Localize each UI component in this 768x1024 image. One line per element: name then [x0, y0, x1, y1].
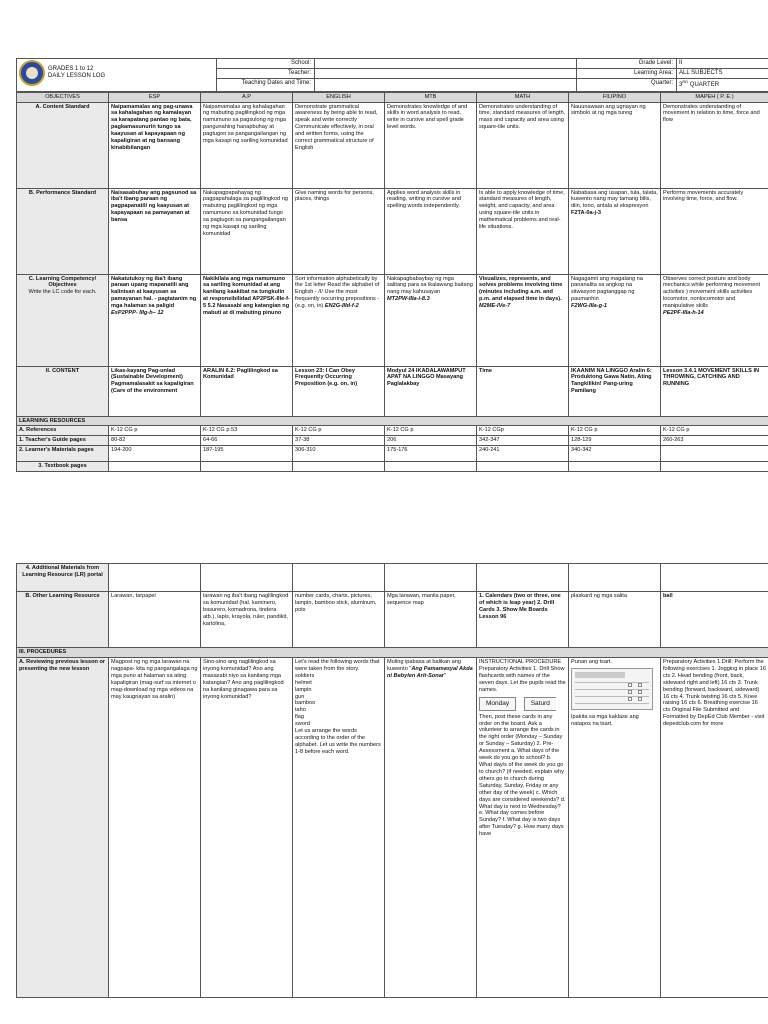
content-english: Lesson 23: I Can Obey Frequently Occurring Preposition (e.g. on, in) — [293, 366, 385, 416]
content-label: II. CONTENT — [17, 366, 109, 416]
deped-header — [17, 59, 217, 92]
content-standard-label: A. Content Standard — [17, 102, 109, 188]
chart-image — [571, 668, 653, 710]
story-title: Ang Pamamasyal Akda ni Bebylen Arit-Sonar — [387, 665, 473, 679]
learning-area-value: ALL SUBJECTS — [677, 69, 768, 79]
reviewing-math: INSTRUCTIONAL PROCEDURE Preparatory Activities 1. Drill Show flashcards with names of the seven days. Let the pupils read the names. Monday Saturd Then, post these cards in any order on the board. Ask a volunteer to arrange the cards in the right order (Monday – Sunday or Sunday – Saturday) 2. Pre-Assessment a. What days of the week do you go to school? b. What day/s of the week do you go to church? (if needed, explain why others go to church during Saturday, Sunday, Friday or any other day of the week) c. Which days are considered weekends? d. What day is next to Wednesday? e. What day comes before Sunday? f. What day is two days after Tuesday? g. How many days have — [477, 657, 569, 997]
subject-esp: ESP — [109, 92, 201, 102]
competency-label-cell — [17, 274, 109, 366]
learners-materials-english: 306-310 — [293, 446, 385, 462]
list-item: helmet — [295, 679, 312, 686]
teachers-guide-mapeh: 260-263 — [661, 436, 768, 446]
learners-materials-esp: 194-200 — [109, 446, 201, 462]
content-standard-mapeh: Demonstrates understanding of movement in relation to time, force and flow — [661, 102, 768, 188]
performance-standard-esp: Naisasabuhay ang pagsunod sa iba't ibang paraan ng pagpapanatili ng kaayusan at kapayapaan sa pamayanan at bansa — [109, 188, 201, 274]
list-item: taho — [295, 707, 306, 714]
teacher-value — [315, 69, 577, 79]
additional-filipino — [569, 564, 661, 592]
reviewing-ap: Sino-sino ang naglilingkod sa inyong komunidad? Ano ang masasabi niyo sa kanilang mga katangian? Ano ang paglilingkod na kanilang ginagawa para sa inyong komunidad? — [201, 657, 293, 997]
teachers-guide-filipino: 128-129 — [569, 436, 661, 446]
deped-seal-icon — [19, 60, 45, 86]
grades-label: GRADES 1 to 12 — [48, 65, 94, 72]
write-lc-note: Write the LC code for each. — [28, 289, 97, 296]
other-resources-filipino: plaskard ng mga salita — [569, 592, 661, 648]
textbook-ap — [201, 462, 293, 472]
teachers-guide-math: 342-347 — [477, 436, 569, 446]
learners-materials-filipino: 340-342 — [569, 446, 661, 462]
reviewing-filipino: Punan ang tsart. Ipakita sa mga kaklase ang natapos na tsart. — [569, 657, 661, 997]
flashcard-saturday: Saturd — [524, 697, 556, 711]
learners-materials-mapeh — [661, 446, 768, 462]
procedures-label: III. PROCEDURES — [17, 648, 768, 658]
subject-mapeh: MAPEH ( P. E.) — [661, 92, 768, 102]
reviewing-mapeh: Preparatory Activities 1.Drill: Perform the following exercises 1. Jogging in place 16 cts 2. Head bending (front, back, sideward right and left) 16 cts 3. Trunk bending (forward, backward, sideward) 16 cts 4. Trunk twisting 16 cts 5. Knee raising 16 cts 6. Breathing exercise 16 cts Original File Submitted and Formatted by DepEd Club Member - visit depedclub.com for more — [661, 657, 768, 997]
content-standard-mtb: Demonstrates knowledge of and skills in word analysis to read, write in cursive and spell grade level words. — [385, 102, 477, 188]
teachers-guide-esp: 80-82 — [109, 436, 201, 446]
content-filipino: IKAANIM NA LINGGO Aralin 6: Produktong Gawa Natin, Ating Tangkilikin! Pang-uring Pamilang — [569, 366, 661, 416]
references-mtb: K-12 CG p — [385, 426, 477, 436]
competency-filipino-code: F2WG-IIIa-g-1 — [571, 303, 608, 310]
learners-materials-mtb: 175-176 — [385, 446, 477, 462]
additional-ap — [201, 564, 293, 592]
content-math: Time — [477, 366, 569, 416]
content-mapeh: Lesson 3.4.1 MOVEMENT SKILLS IN THROWING, CATCHING AND RUNNING — [661, 366, 768, 416]
grade-level-label: Grade Level: — [577, 59, 677, 69]
school-label: School: — [217, 59, 315, 69]
dates-label: Teaching Dates and Time: — [217, 79, 315, 91]
competency-mapeh-code: PE2PF-IIIa-h-14 — [663, 310, 704, 317]
competency-ap: Nakikilala ang mga namumuno sa sariling komunidad at ang kanilang kaakibat na tungkulin at responsibilidad AP2PSK-IIIe-f-5 5.2 Nasasabi ang katangian ng mabuti at di mabuting pinuno — [201, 274, 293, 366]
textbook-mapeh — [661, 462, 768, 472]
content-standard-english: Demonstrate grammatical awareness by being able to read, speak and write correctly Communicate effectively, in oral and written forms, using the correct grammatical structure of English — [293, 102, 385, 188]
lesson-log-table-1 — [16, 92, 768, 473]
learning-resources-label: LEARNING RESOURCES — [17, 416, 768, 426]
subject-filipino: FILIPINO — [569, 92, 661, 102]
list-item: bamboo — [295, 700, 316, 707]
day-flashcards — [479, 694, 566, 714]
learners-materials-ap: 187-195 — [201, 446, 293, 462]
other-resources-english: number cards, charts, pictures, lampin, bamboo stick, aluminum, pots — [293, 592, 385, 648]
content-standard-math: Demonstrates understanding of time, standard measures of length, mass and capacity and area using square-tile units. — [477, 102, 569, 188]
english-word-list — [295, 673, 382, 728]
content-standard-esp: Naipamamalas ang pag-unawa sa kahalagahan ng kamalayan sa karapatang pantao ng bata, pagkamasunurin tungo sa kaayusan at kapayapaan ng kapaligiran at ng bansang kinabibilangan — [109, 102, 201, 188]
other-resources-mtb: Mga larawan, manila paper, sequence map — [385, 592, 477, 648]
content-ap: ARALIN 6.2: Paglilingkod sa Komunidad — [201, 366, 293, 416]
performance-standard-ap: Nakapagpapahayag ng pagpapahalaga sa paglilingkod ng mabuting paglilingkod ng mga namumuno sa komunidad tungo sa pagtugon sa pangangailangan ng mga kasapi ng sariling komunidad — [201, 188, 293, 274]
textbook-label: 3. Textbook pages — [17, 462, 109, 472]
additional-mapeh — [661, 564, 768, 592]
additional-mtb — [385, 564, 477, 592]
flashcard-monday: Monday — [479, 697, 516, 711]
performance-standard-math: Is able to apply knowledge of time, standard measures of length, weight, and capacity, and area using square-tile units in mathematical problems and real-life situations. — [477, 188, 569, 274]
references-english: K-12 CG p — [293, 426, 385, 436]
content-standard-ap: Naipamamalas ang kahalagahan ng mabuting paglilingkod ng mga namumuno sa pagsulong ng mga pangunahing hanapbuhay at pagtugon sa pangangailangan ng mga kasapi ng sariling komunidad — [201, 102, 293, 188]
references-ap: K-12 CG p.53 — [201, 426, 293, 436]
list-item: flag — [295, 714, 305, 721]
dll-label: DAILY LESSON LOG — [48, 73, 106, 79]
textbook-english — [293, 462, 385, 472]
school-value — [315, 59, 577, 69]
reviewing-mtb: Muling ipabasa at balikan ang kuwento "Ang Pamamasyal Akda ni Bebylen Arit-Sonar" — [385, 657, 477, 997]
teachers-guide-label: 1. Teacher's Guide pages — [17, 436, 109, 446]
list-item: soldiers — [295, 672, 315, 679]
competency-esp: Nakatutukoy ng iba't ibang paraan upang mapanatili ang kalinisan at kaayusan sa pamayanan hal. - pagtatanim ng mga halaman sa paligid EsP2PPP- IIIg-h– 12 — [109, 274, 201, 366]
performance-standard-english: Give naming words for persons, places, things — [293, 188, 385, 274]
quarter-label: Quarter: — [577, 79, 677, 91]
teachers-guide-ap: 64-66 — [201, 436, 293, 446]
subject-mtb: MTB — [385, 92, 477, 102]
competency-english-code: EN2G-IIId-f-2 — [324, 303, 359, 310]
page-top — [16, 58, 768, 472]
additional-materials-label: 4. Additional Materials from Learning Resource (LR) portal — [17, 564, 109, 592]
subject-math: MATH — [477, 92, 569, 102]
subject-english: ENGLISH — [293, 92, 385, 102]
teacher-label: Teacher: — [217, 69, 315, 79]
other-resources-math: 1. Calendars (two or three, one of which is leap year) 2. Drill Cards 3. Show Me Boards Lesson 96 — [477, 592, 569, 648]
content-mtb: Modyul 24 IKADALAWAMPUT APAT NA LINGGO Masayang Paglalakbay — [385, 366, 477, 416]
subject-ap: A.P — [201, 92, 293, 102]
content-esp: Likas-kayang Pag-unlad (Sustainable Development) Pagmamalasakit sa kapaligiran (Care of the environment — [109, 366, 201, 416]
performance-standard-filipino-code: F2TA-0a-j-3 — [571, 210, 602, 217]
dates-value — [315, 79, 577, 91]
references-math: K-12 CGp — [477, 426, 569, 436]
competency-english: Sort information alphabetically by the 1st letter Read the alphabet of English - /I/ Use the most frequently occurring prepositions - (e.g. on, in) EN2G-IIId-f-2 — [293, 274, 385, 366]
competency-label: C. Learning Competency/ Objectives — [28, 275, 97, 289]
learners-materials-math: 240-241 — [477, 446, 569, 462]
competency-mapeh: Observes correct posture and body mechanics while performing movement activities ) movement skills activities locomotor, nonlocomotor and manipulative skills PE2PF-IIIa-h-14 — [661, 274, 768, 366]
textbook-esp — [109, 462, 201, 472]
textbook-filipino — [569, 462, 661, 472]
reviewing-esp: Magpost ng ng mga larawan na nagpapa- kita ng pangangalaga ng mga puno at halaman sa ating kapaligiran (mag-surf sa internet o mag-download ng mga videos na may kaugnayan sa aralin) — [109, 657, 201, 997]
header-table — [16, 58, 768, 92]
additional-esp — [109, 564, 201, 592]
other-resources-ap: larawan ng iba't ibang naglilingkod sa komunidad (hal. kaminero, basurero, komadrona, tindera atb.), lapis, krayola, ruler, pandikit, kartolina, — [201, 592, 293, 648]
list-item: sword — [295, 721, 310, 728]
learners-materials-label: 2. Learner's Materials pages — [17, 446, 109, 462]
reviewing-english: Let's read the following words that were taken from the story. soldiers helmet lampin gun bamboo taho flag sword Let us arrange the words according to the order of the alphabet. Let us write the numbers 1-8 before each word. — [293, 657, 385, 997]
teachers-guide-english: 37-38 — [293, 436, 385, 446]
lesson-log-table-2 — [16, 563, 768, 998]
additional-english — [293, 564, 385, 592]
list-item: gun — [295, 693, 305, 700]
references-label: A. References — [17, 426, 109, 436]
performance-standard-mapeh: Performs movements accurately involving time, force, and flow. — [661, 188, 768, 274]
references-mapeh: K-12 CG p — [661, 426, 768, 436]
reviewing-label: A. Reviewing previous lesson or presenting the new lesson — [17, 657, 109, 997]
competency-mtb: Nakapagbabaybay ng mga salitang para sa ikalawang baitang nang may kahusayan MT2PW-IIIa-i-8.3 — [385, 274, 477, 366]
competency-mtb-code: MT2PW-IIIa-i-8.3 — [387, 296, 430, 303]
teachers-guide-mtb: 206 — [385, 436, 477, 446]
competency-esp-code: EsP2PPP- IIIg-h– 12 — [111, 310, 164, 317]
list-item: lampin — [295, 686, 312, 693]
textbook-math — [477, 462, 569, 472]
performance-standard-mtb: Applies word analysis skills in reading, writing in cursive and spelling words independently. — [385, 188, 477, 274]
competency-filipino: Nagagamit ang magalang na pananalita sa angkop na sitwasyon pagtanggap ng paumanhin F2WG-IIIa-g-1 — [569, 274, 661, 366]
competency-math: Visualizes, represents, and solves problems involving time (minutes including a.m. and p.m. and elapsed time in days). M2ME-IVe-7 — [477, 274, 569, 366]
competency-math-code: M2ME-IVe-7 — [479, 303, 511, 310]
references-esp: K-12 CG p — [109, 426, 201, 436]
other-resources-esp: Larawan, tarpapel — [109, 592, 201, 648]
additional-math — [477, 564, 569, 592]
grade-level-value: II — [677, 59, 768, 69]
performance-standard-label: B. Performance Standard — [17, 188, 109, 274]
textbook-mtb — [385, 462, 477, 472]
quarter-value: 3RD QUARTER — [677, 79, 768, 91]
objectives-header: OBJECTIVES — [17, 92, 109, 102]
other-resources-mapeh: ball — [661, 592, 768, 648]
other-resources-label: B. Other Learning Resource — [17, 592, 109, 648]
page-bottom — [16, 563, 768, 998]
content-standard-filipino: Nauunawaan ang ugnayan ng simbolo at ng mga tunog — [569, 102, 661, 188]
learning-area-label: Learning Area: — [577, 69, 677, 79]
references-filipino: K-12 CG p — [569, 426, 661, 436]
performance-standard-filipino: Nababasa ang usapan, tula, talata, kuwento nang may tamang bilis, diin, tono, antala at ekspresyon F2TA-0a-j-3 — [569, 188, 661, 274]
